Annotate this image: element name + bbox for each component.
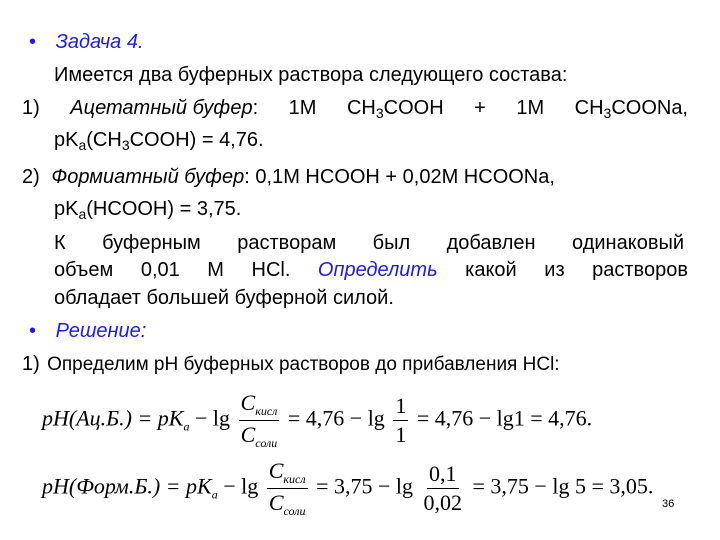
word: буферным — [102, 232, 201, 254]
formula2-tail: = 3,75 − lg 5 = 3,05. — [467, 473, 654, 499]
formula2-den — [267, 489, 308, 519]
solution-heading: Решение: — [55, 320, 147, 342]
formula1-den — [239, 421, 280, 451]
item1-acid-sub: 3 — [375, 105, 384, 121]
solution-heading-line — [29, 319, 146, 343]
item1-pka-a: (CH — [86, 129, 122, 151]
symbol-c: C — [268, 458, 284, 483]
word: объем — [54, 259, 114, 281]
item2-num: 2) — [22, 166, 40, 188]
word: добавлен — [446, 232, 536, 254]
formula2-ratio — [267, 458, 308, 519]
formula2-lhs: pH(Форм.Б.) = pK — [42, 473, 212, 499]
word: растворов — [592, 259, 688, 281]
task-heading-line — [29, 30, 144, 54]
formula-formate — [42, 458, 653, 519]
item1-salt-b: COONa, — [611, 97, 688, 119]
item1-salt-sub: 3 — [603, 105, 612, 121]
item1-acid — [347, 96, 444, 120]
task-heading: Задача 4. — [55, 31, 144, 53]
word: какой — [465, 259, 517, 281]
paragraph-line2 — [54, 258, 688, 282]
word: К — [54, 232, 66, 254]
formula2-num — [267, 458, 308, 489]
formula1-minus-lg: − lg — [189, 405, 231, 431]
word: из — [544, 259, 565, 281]
item2-name: Формиатный буфер — [51, 166, 245, 188]
formula1-lhs-sub: a — [183, 419, 190, 434]
formula2-frac-den: 0,02 — [423, 490, 463, 515]
item1-pka-sub: a — [78, 137, 87, 153]
symbol-c: C — [240, 390, 256, 415]
item1-salt-a: CH — [574, 97, 604, 119]
step1-line — [22, 352, 560, 377]
paragraph-line3: обладает большей буферной силой. — [54, 287, 394, 309]
word: растворам — [237, 232, 337, 254]
item2-pka-prefix: pK — [54, 198, 79, 220]
item1-num: 1) — [22, 97, 40, 119]
formula2-frac-num: 0,1 — [427, 461, 459, 489]
item2-pka-sub: a — [78, 206, 87, 222]
formula2-frac — [422, 461, 465, 516]
step1-num: 1) — [22, 353, 40, 375]
word: HCl. — [251, 259, 291, 281]
item1-colon: : — [252, 97, 259, 119]
formula2-minus-lg: − lg — [217, 473, 259, 499]
item1-pka-b: COOH) = 4,76. — [129, 129, 264, 151]
formula1-frac — [393, 393, 408, 448]
word: М — [207, 259, 224, 281]
page-number: 36 — [662, 498, 675, 510]
item2-pka — [54, 197, 241, 221]
formula2-eq1: = 3,75 − lg — [310, 473, 414, 499]
item1-conc1: 1M — [288, 97, 317, 119]
formula1-tail: = 4,76 − lg1 = 4,76. — [411, 405, 593, 431]
formula1-frac-den: 1 — [395, 422, 407, 447]
sub-acid: кисл — [283, 472, 306, 486]
item1-salt — [575, 96, 688, 120]
item1-conc2: 1M — [516, 97, 545, 119]
item1-pka-sub2: 3 — [121, 137, 130, 153]
item1-name: Ацетатный буфер — [70, 97, 253, 119]
formula1-num — [239, 390, 280, 421]
sub-acid: кисл — [255, 404, 278, 418]
item1-name-wrap — [70, 96, 258, 120]
formula1-lhs: pH(Ац.Б.) = pK — [42, 405, 184, 431]
bullet-icon: • — [29, 31, 37, 53]
paragraph-line1 — [54, 231, 684, 255]
item1-plus: + — [474, 97, 486, 119]
item1-acid-b: COOH — [383, 97, 444, 119]
intro-text: Имеется два буферных раствора следующего состава: — [54, 64, 568, 86]
highlight-word: Определить — [317, 259, 438, 281]
symbol-c: C — [268, 490, 284, 515]
word: 0,01 — [140, 259, 180, 281]
item1-acid-a: CH — [346, 97, 376, 119]
formula2-lhs-sub: a — [211, 487, 218, 502]
bullet-icon: • — [29, 320, 37, 342]
formula1-ratio — [239, 390, 280, 451]
word: одинаковый — [572, 232, 684, 254]
formula1-frac-num: 1 — [393, 393, 408, 421]
symbol-c: C — [240, 422, 256, 447]
item2-line — [22, 165, 555, 189]
item1-pka-prefix: pK — [54, 129, 79, 151]
sub-salt: соли — [283, 504, 306, 518]
step1-text: Определим pH буферных растворов до прибавления HCl: — [47, 354, 560, 375]
sub-salt: соли — [255, 436, 278, 450]
word: был — [372, 232, 411, 254]
item1-pka — [54, 128, 264, 152]
item1-line — [22, 96, 688, 120]
formula1-eq1: = 4,76 − lg — [282, 405, 385, 431]
item2-text: : 0,1M HCOOH + 0,02M HCOONa, — [244, 166, 555, 188]
formula-acetate — [42, 390, 592, 451]
item2-pka-rest: (HCOOH) = 3,75. — [86, 198, 242, 220]
